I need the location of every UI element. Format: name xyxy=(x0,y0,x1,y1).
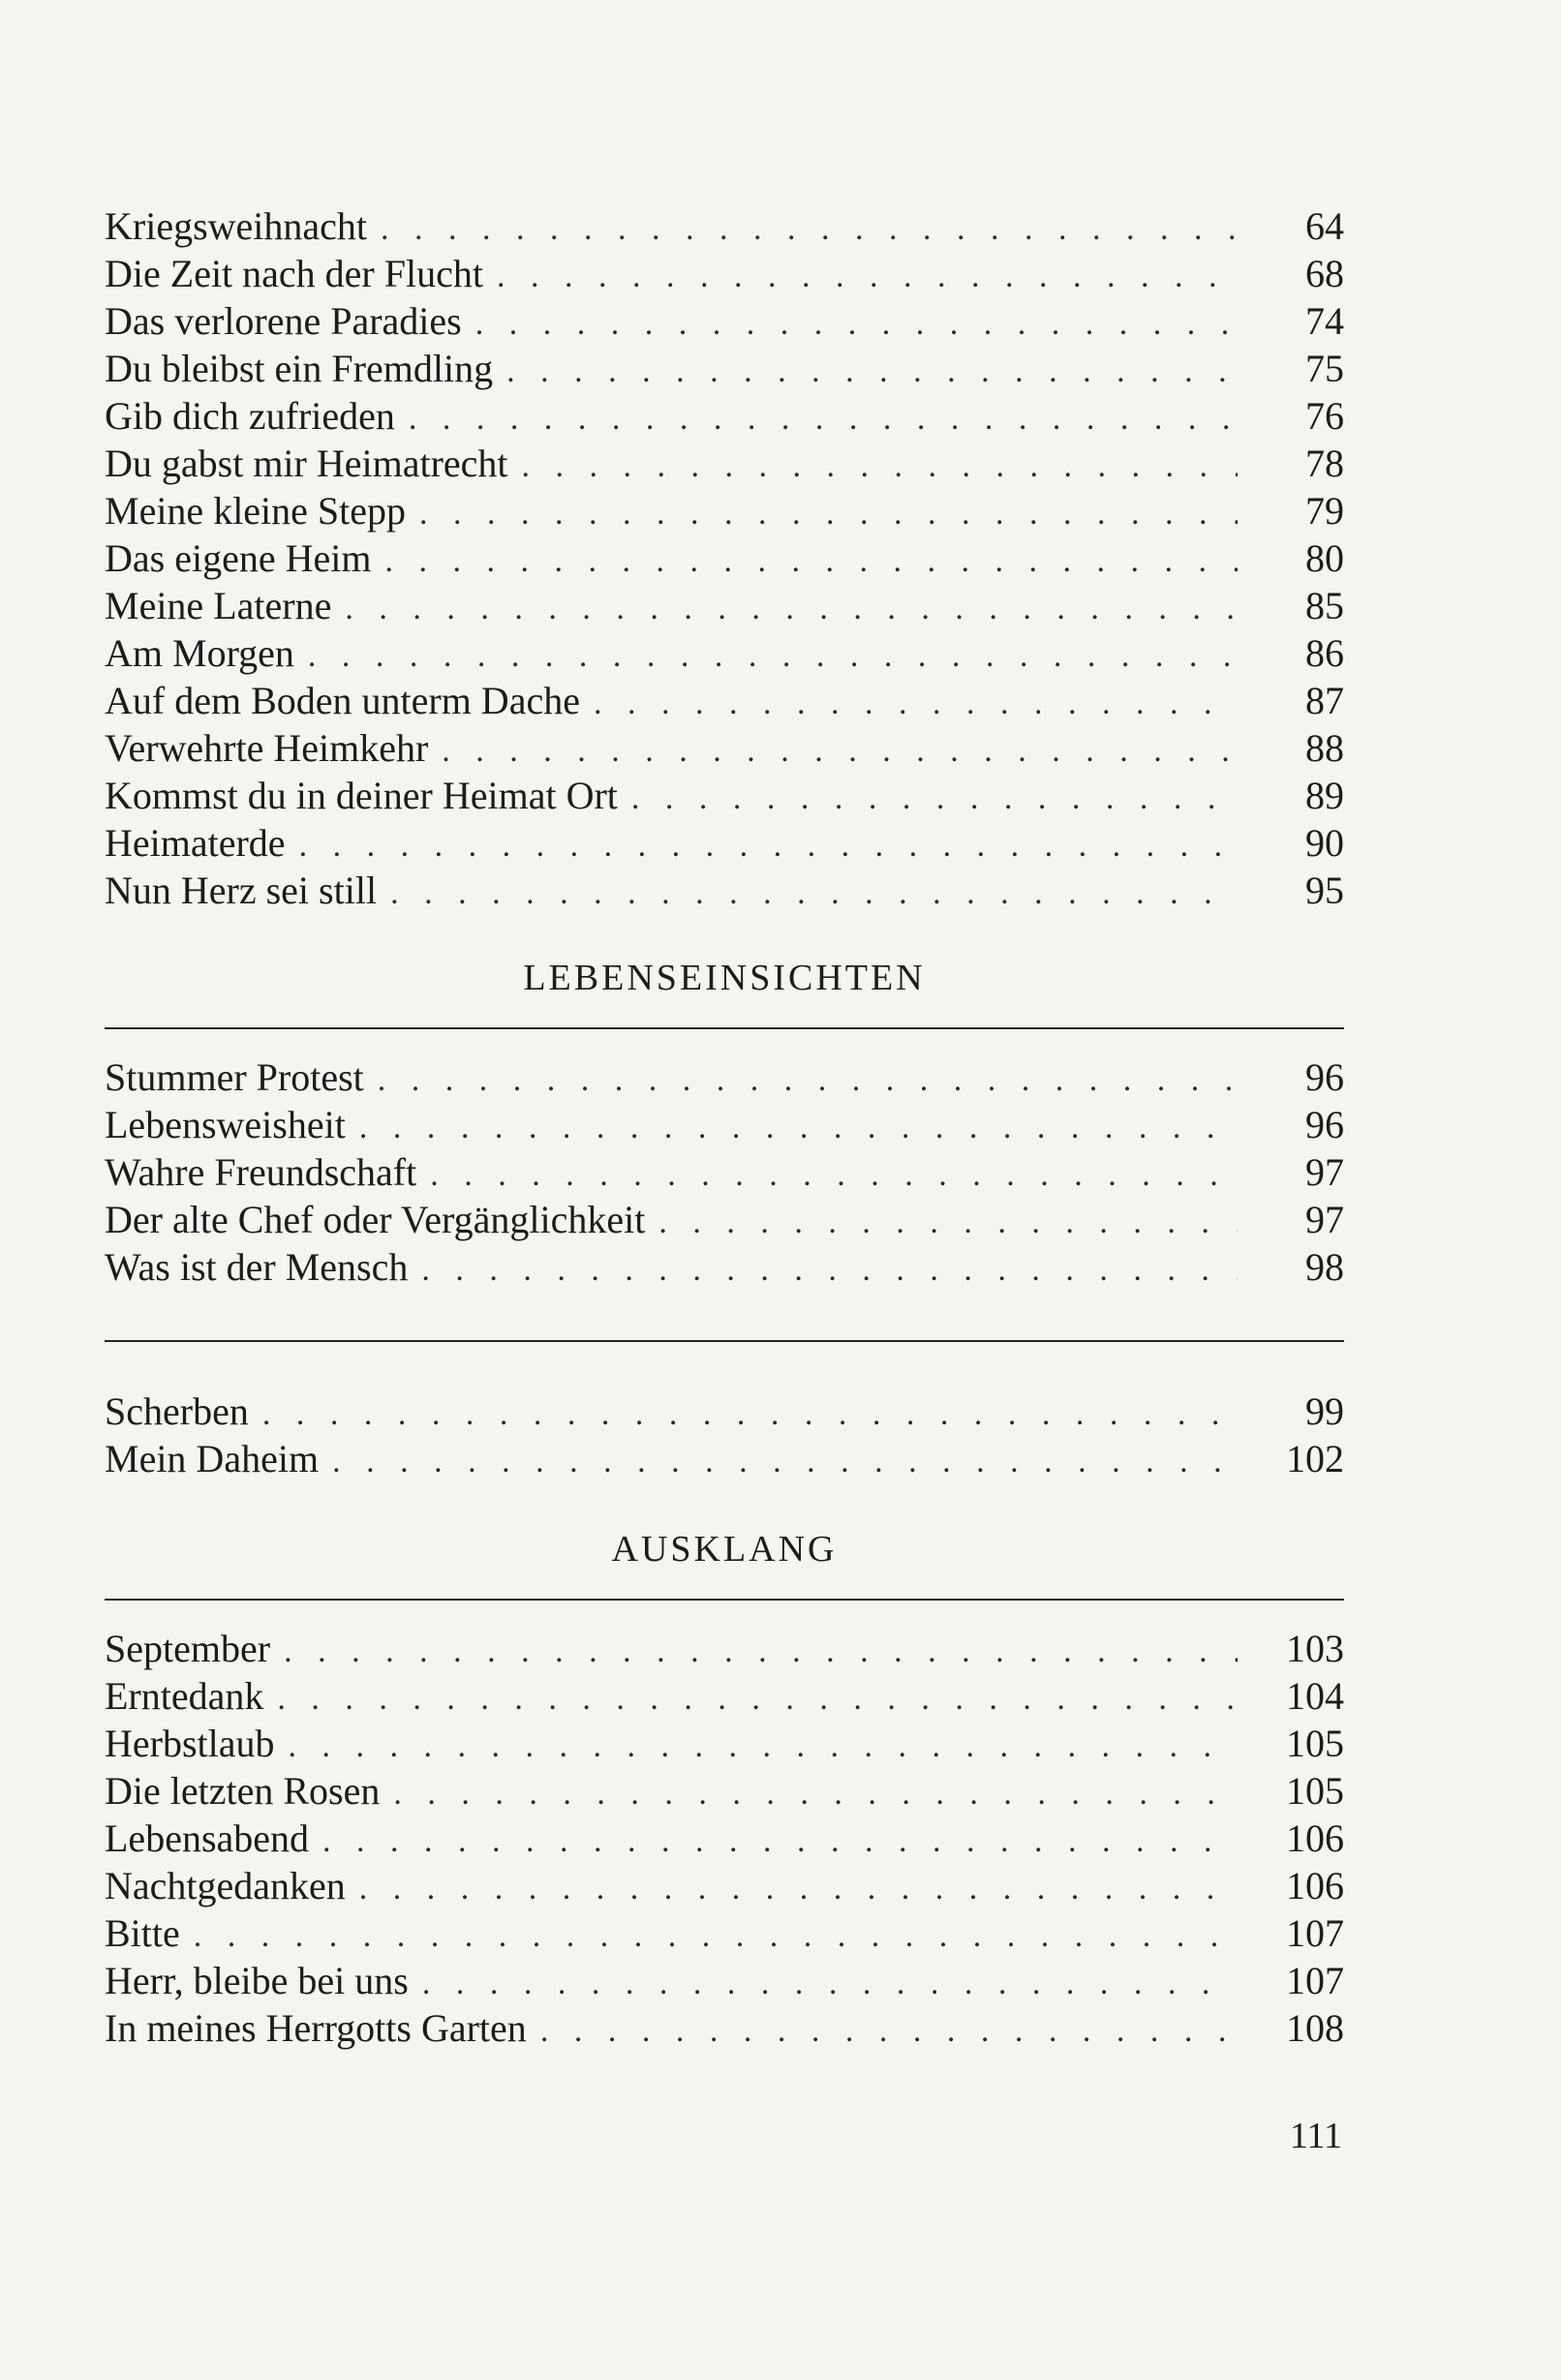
entry-page: 68 xyxy=(1305,252,1344,295)
entry-page: 106 xyxy=(1286,1816,1344,1860)
toc-section-3 xyxy=(105,1388,1344,1482)
toc-entry xyxy=(105,202,1344,250)
entry-page: 85 xyxy=(1305,584,1344,627)
entry-page: 107 xyxy=(1286,1911,1344,1955)
entry-title: Meine Laterne xyxy=(105,584,332,627)
toc-entry xyxy=(105,534,1344,582)
leader-dots xyxy=(194,1912,1238,1960)
entry-page: 80 xyxy=(1305,536,1344,580)
toc-entry xyxy=(105,819,1344,867)
entry-page: 103 xyxy=(1286,1627,1344,1670)
entry-page: 105 xyxy=(1286,1722,1344,1765)
section-divider xyxy=(105,1340,1344,1342)
toc-entry xyxy=(105,440,1344,487)
entry-page: 97 xyxy=(1305,1150,1344,1194)
toc-entry xyxy=(105,1196,1344,1243)
entry-page: 78 xyxy=(1305,442,1344,485)
leader-dots xyxy=(422,1960,1238,2007)
entry-page: 106 xyxy=(1286,1864,1344,1907)
entry-title: Lebensabend xyxy=(105,1816,310,1860)
toc-entry xyxy=(105,867,1344,914)
leader-dots xyxy=(475,300,1238,348)
toc-entry xyxy=(105,1053,1344,1101)
toc-entry xyxy=(105,487,1344,534)
entry-title: Herr, bleibe bei uns xyxy=(105,1959,409,2002)
entry-title: Stummer Protest xyxy=(105,1055,364,1099)
toc-entry xyxy=(105,629,1344,677)
leader-dots xyxy=(631,775,1238,822)
section-heading-ausklang: AUSKLANG xyxy=(611,1529,838,1570)
entry-page: 87 xyxy=(1305,679,1344,722)
toc-entry xyxy=(105,1767,1344,1815)
toc-entry xyxy=(105,1243,1344,1291)
leader-dots xyxy=(308,632,1238,680)
entry-title: Du gabst mir Heimatrecht xyxy=(105,442,508,485)
entry-page: 102 xyxy=(1286,1437,1344,1480)
entry-title: Kommst du in deiner Heimat Ort xyxy=(105,774,618,817)
entry-page: 75 xyxy=(1305,347,1344,390)
entry-page: 64 xyxy=(1305,204,1344,248)
entry-title: Mein Daheim xyxy=(105,1437,320,1480)
entry-page: 76 xyxy=(1305,394,1344,438)
leader-dots xyxy=(299,822,1238,870)
leader-dots xyxy=(390,870,1238,917)
leader-dots xyxy=(506,348,1238,395)
leader-dots xyxy=(378,1056,1238,1104)
section-divider xyxy=(105,1027,1344,1029)
entry-title: Meine kleine Stepp xyxy=(105,489,407,533)
toc-entry xyxy=(105,772,1344,819)
entry-page: 105 xyxy=(1286,1769,1344,1813)
toc-entry xyxy=(105,297,1344,345)
leader-dots xyxy=(359,1104,1238,1151)
toc-entry xyxy=(105,1957,1344,2004)
leader-dots xyxy=(442,727,1238,775)
entry-title: Auf dem Boden unterm Dache xyxy=(105,679,580,722)
toc-entry xyxy=(105,345,1344,392)
entry-title: Die Zeit nach der Flucht xyxy=(105,252,483,295)
entry-page: 96 xyxy=(1305,1055,1344,1099)
toc-entry xyxy=(105,1101,1344,1148)
entry-title: Heimaterde xyxy=(105,821,286,865)
entry-title: Gib dich zufrieden xyxy=(105,394,395,438)
leader-dots xyxy=(419,490,1238,537)
entry-page: 90 xyxy=(1305,821,1344,865)
leader-dots xyxy=(262,1390,1238,1438)
entry-page: 99 xyxy=(1305,1389,1344,1433)
section-divider xyxy=(105,1599,1344,1601)
entry-title: Erntedank xyxy=(105,1674,264,1718)
entry-page: 89 xyxy=(1305,774,1344,817)
page-number: 111 xyxy=(1289,2116,1342,2156)
entry-page: 98 xyxy=(1305,1245,1344,1289)
toc-entry xyxy=(105,392,1344,440)
entry-page: 108 xyxy=(1286,2006,1344,2050)
leader-dots xyxy=(409,395,1238,442)
leader-dots xyxy=(332,1438,1238,1485)
entry-title: Bitte xyxy=(105,1911,180,1955)
leader-dots xyxy=(658,1199,1238,1246)
toc-entry xyxy=(105,1720,1344,1767)
toc-entry xyxy=(105,582,1344,629)
entry-title: Scherben xyxy=(105,1389,249,1433)
entry-title: September xyxy=(105,1627,271,1670)
leader-dots xyxy=(594,680,1238,727)
leader-dots xyxy=(345,585,1238,632)
leader-dots xyxy=(430,1151,1238,1199)
leader-dots xyxy=(393,1770,1238,1817)
toc-entry xyxy=(105,1435,1344,1482)
toc-section-2 xyxy=(105,1053,1344,1291)
leader-dots xyxy=(381,205,1238,253)
toc-entry xyxy=(105,1815,1344,1862)
entry-title: Die letzten Rosen xyxy=(105,1769,381,1813)
entry-title: Du bleibst ein Fremdling xyxy=(105,347,494,390)
entry-title: Herbstlaub xyxy=(105,1722,275,1765)
entry-title: Verwehrte Heimkehr xyxy=(105,726,429,770)
toc-entry xyxy=(105,2004,1344,2052)
entry-page: 104 xyxy=(1286,1674,1344,1718)
entry-title: Wahre Freundschaft xyxy=(105,1150,417,1194)
entry-title: Was ist der Mensch xyxy=(105,1245,409,1289)
leader-dots xyxy=(540,2007,1238,2055)
toc-entry xyxy=(105,250,1344,297)
toc-entry xyxy=(105,724,1344,772)
entry-page: 86 xyxy=(1305,631,1344,675)
toc-section-1 xyxy=(105,202,1344,914)
leader-dots xyxy=(322,1817,1238,1865)
section-heading-lebenseinsichten: LEBENSEINSICHTEN xyxy=(523,958,926,998)
toc-entry xyxy=(105,1909,1344,1957)
toc-entry xyxy=(105,1672,1344,1720)
entry-title: Nachtgedanken xyxy=(105,1864,346,1907)
entry-page: 96 xyxy=(1305,1103,1344,1146)
entry-page: 79 xyxy=(1305,489,1344,533)
entry-title: In meines Herrgotts Garten xyxy=(105,2006,527,2050)
leader-dots xyxy=(284,1628,1238,1675)
entry-page: 88 xyxy=(1305,726,1344,770)
leader-dots xyxy=(277,1675,1238,1723)
toc-entry xyxy=(105,1388,1344,1435)
toc-entry xyxy=(105,1148,1344,1196)
leader-dots xyxy=(359,1865,1238,1912)
entry-title: Lebensweisheit xyxy=(105,1103,346,1146)
leader-dots xyxy=(289,1723,1238,1770)
entry-page: 97 xyxy=(1305,1198,1344,1241)
leader-dots xyxy=(497,253,1238,300)
entry-page: 107 xyxy=(1286,1959,1344,2002)
leader-dots xyxy=(522,442,1238,490)
toc-section-4 xyxy=(105,1625,1344,2052)
leader-dots xyxy=(384,537,1238,585)
toc-entry xyxy=(105,677,1344,724)
entry-title: Kriegsweihnacht xyxy=(105,204,368,248)
toc-entry xyxy=(105,1625,1344,1672)
entry-title: Der alte Chef oder Vergänglichkeit xyxy=(105,1198,646,1241)
entry-page: 95 xyxy=(1305,869,1344,912)
entry-title: Nun Herz sei still xyxy=(105,869,378,912)
toc-entry xyxy=(105,1862,1344,1909)
entry-title: Das verlorene Paradies xyxy=(105,299,462,343)
entry-title: Das eigene Heim xyxy=(105,536,372,580)
leader-dots xyxy=(421,1246,1238,1294)
entry-page: 74 xyxy=(1305,299,1344,343)
entry-title: Am Morgen xyxy=(105,631,294,675)
